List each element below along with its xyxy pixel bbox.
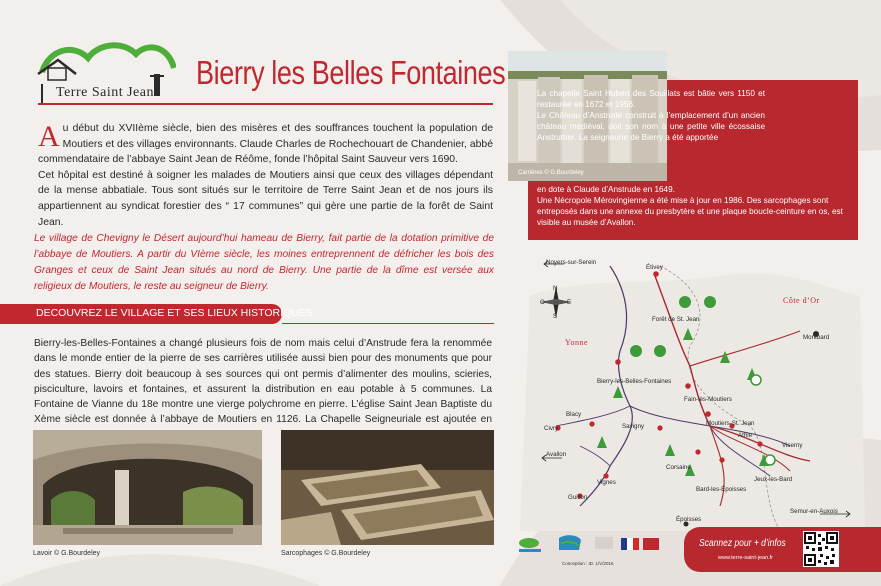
drop-cap: A — [38, 120, 60, 153]
logo-text: Terre Saint Jean — [56, 85, 154, 100]
map-label-jeux: Jeux-les-Bard — [754, 476, 793, 483]
map-label-athie: Athie — [738, 432, 753, 439]
section-heading: DECOUVREZ LE VILLAGE ET SES LIEUX HISTORIQUES — [36, 307, 313, 319]
map-label-corsaine: Corsaine — [666, 464, 691, 471]
qr-code[interactable] — [803, 531, 839, 567]
map-label-bard: Bard-les-Époisses — [696, 486, 747, 493]
map-label-viserny: Viserny — [782, 442, 803, 449]
intro-paragraph-2: Cet hôpital est destiné à soigner les malades de Moutiers ainsi que ceux des villages dépendant de la mense abbatiale. Tous sont situés sur le territoire de Terre Saint Jean et de nos jours ils appartiennent au syndicat forestier des “ 17 communes” qui gère une partie de la forêt de Saint Jean. — [38, 169, 493, 228]
compass-w: O — [540, 299, 545, 306]
compass-n: N — [553, 285, 558, 292]
map-label-guillon: Guillon — [568, 494, 588, 501]
map-label-fain: Fain-lès-Moutiers — [684, 396, 732, 403]
map-label-moutiers: Moutiers-St. Jean — [706, 420, 755, 427]
compass-e: E — [567, 299, 572, 306]
map-label-montbard: Montbard — [803, 334, 830, 341]
design-credit: Conception : ID. 1/V/2016 — [562, 561, 614, 566]
sidebar-paragraph-3: en dote à Claude d’Anstrude en 1649. — [537, 185, 675, 194]
intro-paragraph-1: u début du XVIIème siècle, bien des misères et des souffrances touchent la population de Moutiers et des villages environnants. Claude Charles de Rochechouart de Chandenier, abbé commendataire de l’abbaye Saint Jean de Réôme, fonde l’hôpital Saint Sauveur vers 1690. — [38, 123, 493, 166]
map-region-cote-dor: Côte d’Or — [783, 296, 820, 305]
map-label-vignes: Vignes — [597, 479, 616, 486]
map-region-yonne: Yonne — [565, 338, 589, 347]
map-label-foret: Forêt de St. Jean — [652, 316, 700, 323]
map-label-semur: Semur-en-Auxois — [790, 508, 838, 515]
section-divider — [282, 323, 494, 324]
intro-text — [38, 121, 493, 230]
lavoir-caption: Lavoir © G.Bourdeley — [33, 550, 101, 557]
compass-s: S — [553, 313, 558, 320]
map-label-civry: Civry — [544, 425, 559, 432]
sidebar-paragraph-2: Le Château d’Anstrude construit à l’emplacement d’un ancien château médiéval, doit son nom à une petite ville écossaise Anstruther. La seigneurie de Bierry a été apportée — [537, 110, 765, 142]
qr-title: Scannez pour + d’infos — [699, 538, 786, 549]
quarry-caption: Carrières © G.Bourdeley — [518, 170, 584, 176]
map-label-bierry: Bierry-les-Belles-Fontaines — [597, 378, 672, 385]
qr-band — [684, 527, 881, 572]
history-quote: Le village de Chevigny le Désert aujourd’hui hameau de Bierry, fait partie de la dotation primitive de l’abbaye de Moutiers. A partir du VIème siècle, les moines entreprennent de défricher les bois des Granges et ceux de Saint Jean situés au nord de Bierry. Une partie de la dîme est versée aux religieux de Moutiers, le reste au seigneur de Bierry. — [34, 233, 494, 292]
page-title: Bierry les Belles Fontaines — [196, 54, 506, 91]
map-label-epoisses: Époisses — [676, 516, 702, 523]
sidebar-text-wide — [537, 185, 853, 229]
sarcophages-photo — [281, 430, 494, 545]
title-divider — [38, 103, 493, 105]
lavoir-photo — [33, 430, 262, 545]
qr-url: www.terre-saint-jean.fr — [718, 555, 774, 561]
map-label-noyers: Noyers-sur-Serein — [546, 259, 597, 266]
section-body: Bierry-les-Belles-Fontaines a changé plusieurs fois de nom mais celui d’Anstrude fera la renommée dans le monde entier de la pierre de ses carrières utilisée aussi bien pour des monuments que pour des statues. Bierry doit beaucoup à ses sources qui ont permis d’alimenter des moulins, scieries, pisciculture, lavoirs et fontaines, et assurent la distribution en eau potable à 5 communes. La Fontaine de Vianne du 18e montre une vierge polychrome en pierre. L’église Saint Jean Baptiste du Xème siècle est donnée à l’abbaye de Moutiers en 1126. La Chapelle Seigneuriale est ajoutée en — [34, 338, 492, 426]
sidebar-paragraph-4: Une Nécropole Mérovingienne a été mise à jour en 1986. Des sarcophages sont entreposés dans une annexe du presbytère et une plaque boucle-ceinture en os, est visible au musée d’Avallon. — [537, 195, 843, 227]
sarcophages-caption: Sarcophages © G.Bourdeley — [281, 550, 371, 557]
partner-logos — [515, 534, 665, 556]
map-label-savigny: Savigny — [622, 423, 645, 430]
map-label-etivey: Étivey — [646, 264, 663, 271]
sidebar-text — [537, 89, 765, 144]
map-label-avallon: Avallon — [546, 451, 567, 458]
sidebar-paragraph-1: La chapelle Saint Hubert des Souillats est bâtie vers 1150 et restaurée en 1672 et 1956. — [537, 89, 765, 109]
map-label-blacy: Blacy — [566, 411, 582, 418]
